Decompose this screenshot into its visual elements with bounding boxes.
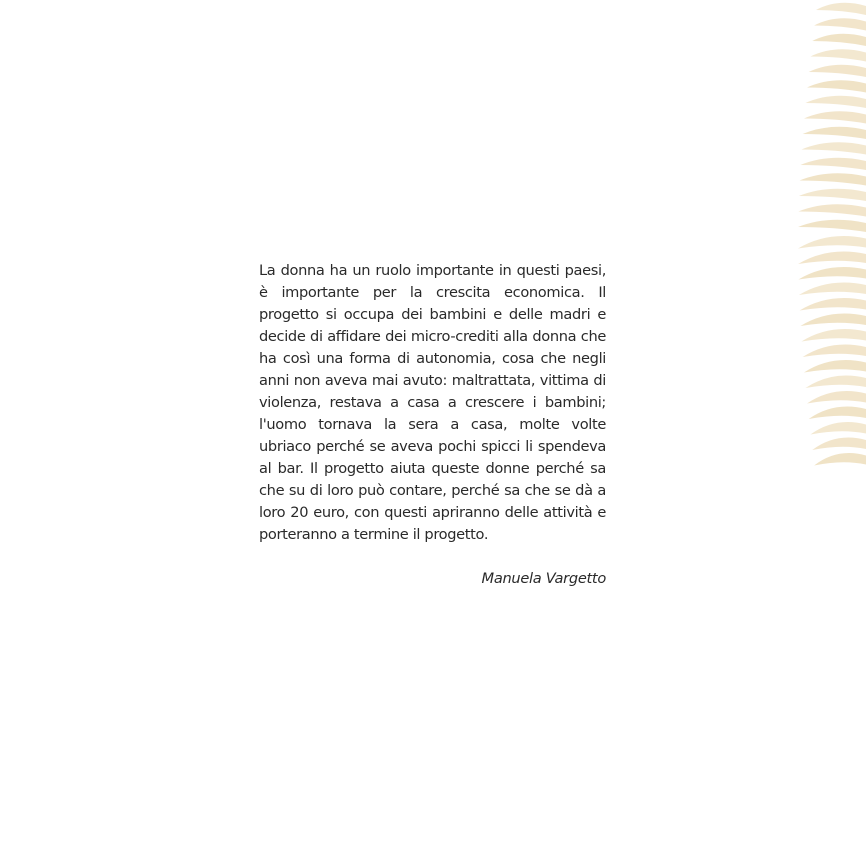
fern-leaflet bbox=[800, 158, 866, 170]
fern-leaflet bbox=[800, 298, 866, 310]
fern-leaflet bbox=[810, 422, 866, 434]
fern-leaflet bbox=[814, 453, 866, 465]
fern-leaflet bbox=[801, 329, 866, 341]
fern-leaflet bbox=[809, 65, 866, 77]
fern-leaflet bbox=[798, 220, 866, 232]
fern-leaflet bbox=[799, 283, 866, 295]
fern-leaflet bbox=[798, 252, 866, 264]
fern-leaflet bbox=[809, 407, 866, 419]
fern-leaflet bbox=[803, 345, 866, 357]
fern-leaflet bbox=[805, 376, 866, 388]
fern-leaflet bbox=[804, 111, 866, 123]
fern-leaflet bbox=[803, 127, 866, 139]
fern-leaflet bbox=[812, 34, 866, 46]
fern-leaflet bbox=[814, 18, 866, 30]
author-signature: Manuela Vargetto bbox=[481, 570, 606, 587]
fern-leaflet bbox=[807, 80, 866, 92]
fern-leaflet bbox=[816, 3, 866, 15]
fern-leaflet bbox=[799, 189, 866, 201]
fern-leaflet bbox=[807, 391, 866, 403]
fern-leaflet bbox=[801, 142, 866, 154]
fern-leaflet bbox=[800, 173, 866, 185]
fern-leaflet bbox=[805, 96, 866, 108]
fern-leaflet bbox=[798, 267, 866, 279]
fern-leaflet bbox=[812, 438, 866, 450]
fern-leaflet bbox=[798, 236, 866, 248]
body-paragraph: La donna ha un ruolo importante in questi paesi, è importante per la crescita economica. Il progetto si occupa dei bambini e delle madri e decide di affidare dei micro-crediti alla donna che ha così una forma di autonomia, cosa che negli anni non aveva mai avuto: maltrattata, vittima di violenza, restava a casa a crescere i bambini; l'uomo tornava la sera a casa, molte volte ubriaco perché se aveva pochi spicci li spendeva al bar. Il progetto aiuta queste donne perché sa che su di loro può contare, perché sa che se dà a loro 20 euro, con questi apriranno delle attività e porteranno a termine il progetto. bbox=[259, 262, 606, 543]
fern-leaflet bbox=[798, 204, 866, 216]
quote-block bbox=[259, 260, 606, 590]
fern-leaflet bbox=[810, 49, 866, 61]
fern-leaflet bbox=[800, 314, 866, 326]
fern-leaf-icon bbox=[780, 0, 866, 480]
fern-leaflet bbox=[804, 360, 866, 372]
